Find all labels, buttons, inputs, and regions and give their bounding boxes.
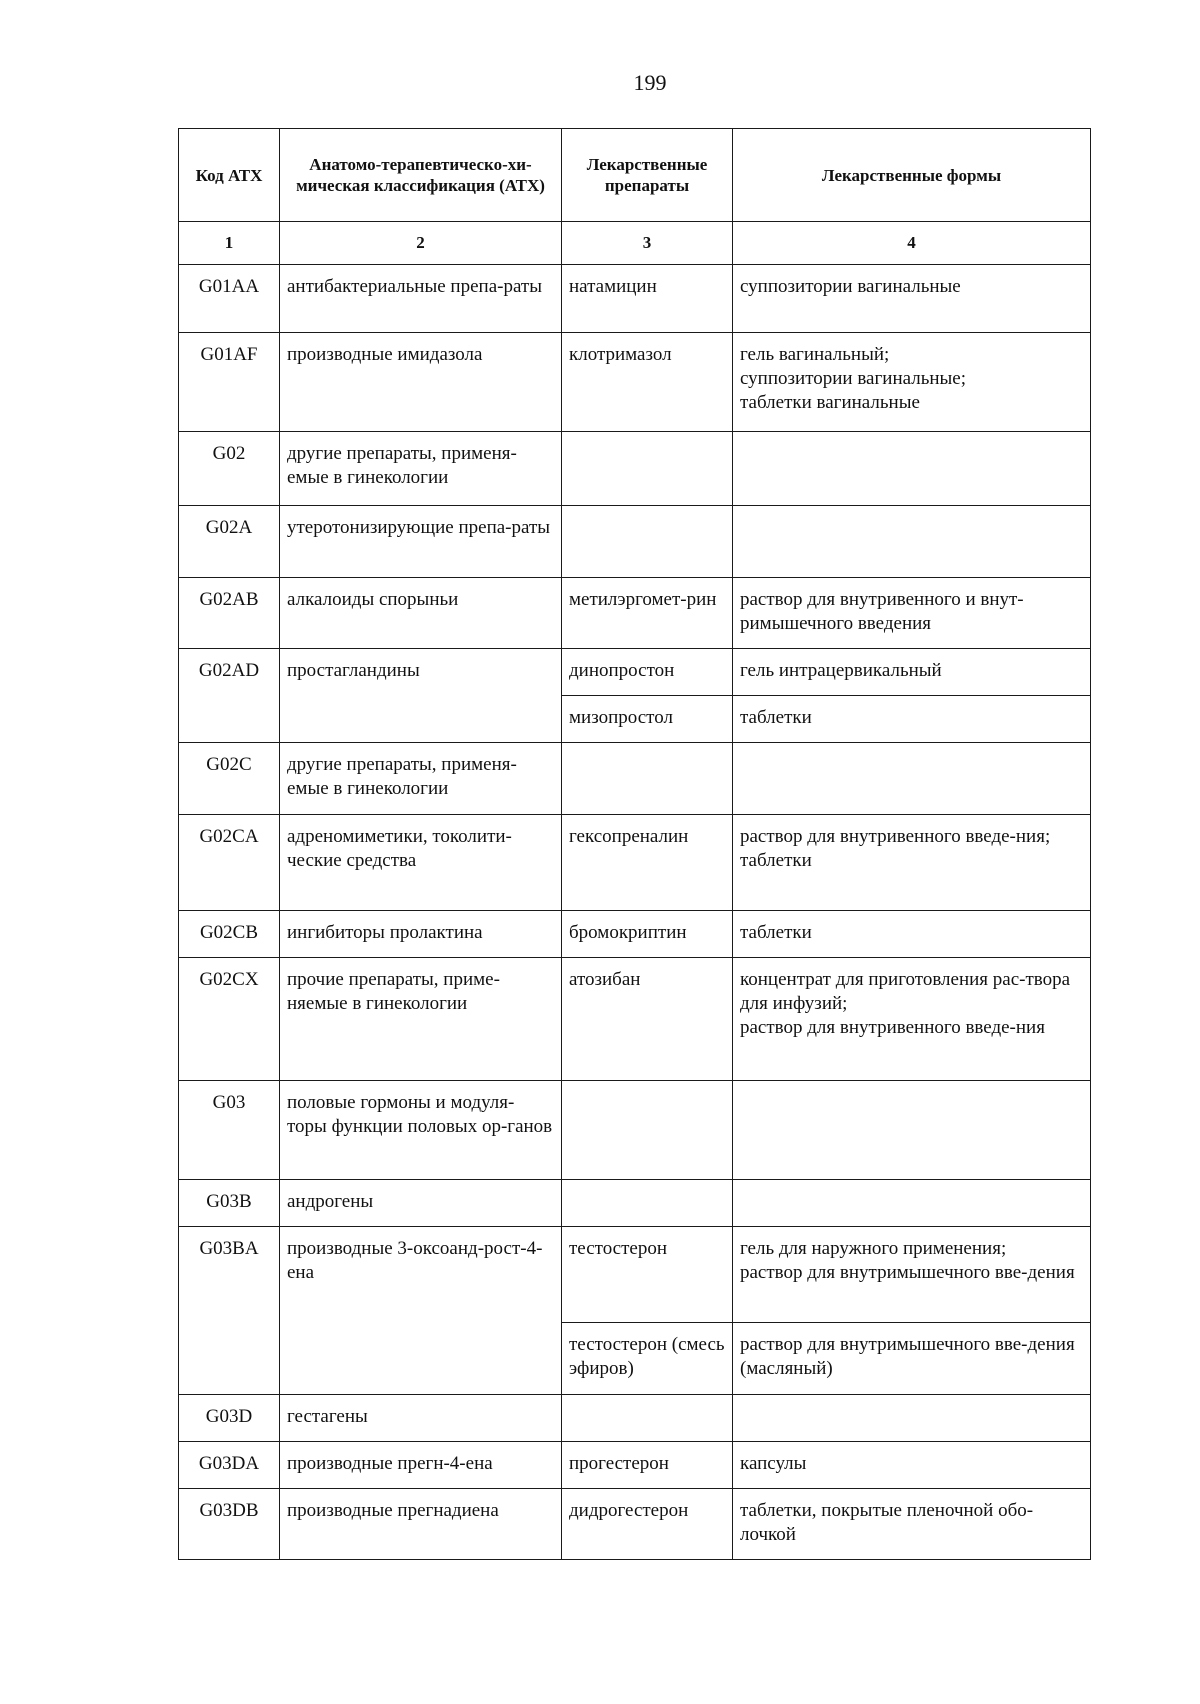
column-number: 1 — [179, 222, 280, 265]
classification-cell: производные прегнадиена — [280, 1489, 562, 1560]
classification-cell: гестагены — [280, 1395, 562, 1442]
drug-cell — [562, 432, 733, 506]
code-cell: G02 — [179, 432, 280, 506]
table-row — [179, 743, 1091, 815]
classification-cell: прочие препараты, приме-няемые в гинекологии — [280, 958, 562, 1081]
drug-cell: дидрогестерон — [562, 1489, 733, 1560]
header-forms: Лекарственные формы — [733, 129, 1091, 222]
table-row — [179, 1442, 1091, 1489]
code-cell: G02AB — [179, 578, 280, 649]
drug-cell — [562, 1180, 733, 1227]
header-code: Код АТХ — [179, 129, 280, 222]
table-row — [179, 815, 1091, 911]
forms-cell: таблетки — [733, 696, 1091, 743]
code-cell: G01AF — [179, 333, 280, 432]
forms-cell: гель вагинальный; суппозитории вагинальные; таблетки вагинальные — [733, 333, 1091, 432]
code-cell: G02A — [179, 506, 280, 578]
table-row — [179, 265, 1091, 333]
forms-cell: раствор для внутривенного и внут-римышечного введения — [733, 578, 1091, 649]
drug-cell: атозибан — [562, 958, 733, 1081]
classification-cell: производные 3-оксоанд-рост-4-ена — [280, 1227, 562, 1395]
classification-cell: ингибиторы пролактина — [280, 911, 562, 958]
drug-cell: прогестерон — [562, 1442, 733, 1489]
table-row — [179, 911, 1091, 958]
code-cell: G02C — [179, 743, 280, 815]
classification-cell: простагландины — [280, 649, 562, 743]
table-row — [179, 649, 1091, 696]
drug-cell: динопростон — [562, 649, 733, 696]
classification-cell: производные имидазола — [280, 333, 562, 432]
forms-cell — [733, 1395, 1091, 1442]
forms-cell: таблетки, покрытые пленочной обо-лочкой — [733, 1489, 1091, 1560]
forms-cell — [733, 432, 1091, 506]
column-number: 2 — [280, 222, 562, 265]
classification-cell: антибактериальные препа-раты — [280, 265, 562, 333]
classification-cell: половые гормоны и модуля-торы функции половых ор-ганов — [280, 1081, 562, 1180]
table-row — [179, 1227, 1091, 1323]
header-row — [179, 129, 1091, 222]
table-row — [179, 1489, 1091, 1560]
classification-cell: адреномиметики, токолити-ческие средства — [280, 815, 562, 911]
table-row — [179, 578, 1091, 649]
code-cell: G02CA — [179, 815, 280, 911]
drug-cell — [562, 1395, 733, 1442]
classification-cell: другие препараты, применя-емые в гинекологии — [280, 432, 562, 506]
page-number: 199 — [633, 70, 667, 95]
code-cell: G03BA — [179, 1227, 280, 1395]
code-cell: G03B — [179, 1180, 280, 1227]
atx-table — [178, 128, 1091, 1560]
drug-cell: бромокриптин — [562, 911, 733, 958]
table-row — [179, 958, 1091, 1081]
code-cell: G03D — [179, 1395, 280, 1442]
forms-cell — [733, 506, 1091, 578]
table-row — [179, 1180, 1091, 1227]
forms-cell: капсулы — [733, 1442, 1091, 1489]
forms-cell: суппозитории вагинальные — [733, 265, 1091, 333]
drug-cell — [562, 743, 733, 815]
forms-cell: раствор для внутривенного введе-ния; таблетки — [733, 815, 1091, 911]
forms-cell — [733, 1180, 1091, 1227]
drug-cell: тестостерон (смесь эфиров) — [562, 1323, 733, 1395]
classification-cell: утеротонизирующие препа-раты — [280, 506, 562, 578]
table-row — [179, 506, 1091, 578]
classification-cell: производные прегн-4-ена — [280, 1442, 562, 1489]
code-cell: G03DB — [179, 1489, 280, 1560]
forms-cell: таблетки — [733, 911, 1091, 958]
header-drugs: Лекарственные препараты — [562, 129, 733, 222]
drug-cell: метилэргомет-рин — [562, 578, 733, 649]
classification-cell: алкалоиды спорыньи — [280, 578, 562, 649]
classification-cell: другие препараты, применя-емые в гинекологии — [280, 743, 562, 815]
drug-cell: клотримазол — [562, 333, 733, 432]
code-cell: G03 — [179, 1081, 280, 1180]
table-row — [179, 1081, 1091, 1180]
code-cell: G02CB — [179, 911, 280, 958]
column-number: 4 — [733, 222, 1091, 265]
forms-cell: гель для наружного применения; раствор для внутримышечного вве-дения — [733, 1227, 1091, 1323]
column-number-row — [179, 222, 1091, 265]
code-cell: G02AD — [179, 649, 280, 743]
code-cell: G03DA — [179, 1442, 280, 1489]
drug-cell: гексопреналин — [562, 815, 733, 911]
table-row — [179, 432, 1091, 506]
column-number: 3 — [562, 222, 733, 265]
code-cell: G01AA — [179, 265, 280, 333]
forms-cell: гель интрацервикальный — [733, 649, 1091, 696]
table-row — [179, 333, 1091, 432]
table-row — [179, 1395, 1091, 1442]
drug-cell — [562, 506, 733, 578]
header-classification: Анатомо-терапевтическо-хи-мическая классификация (АТХ) — [280, 129, 562, 222]
forms-cell — [733, 743, 1091, 815]
forms-cell: концентрат для приготовления рас-твора для инфузий; раствор для внутривенного введе-ния — [733, 958, 1091, 1081]
drug-cell: мизопростол — [562, 696, 733, 743]
drug-cell: натамицин — [562, 265, 733, 333]
drug-cell — [562, 1081, 733, 1180]
classification-cell: андрогены — [280, 1180, 562, 1227]
drug-cell: тестостерон — [562, 1227, 733, 1323]
forms-cell — [733, 1081, 1091, 1180]
forms-cell: раствор для внутримышечного вве-дения (масляный) — [733, 1323, 1091, 1395]
code-cell: G02CX — [179, 958, 280, 1081]
